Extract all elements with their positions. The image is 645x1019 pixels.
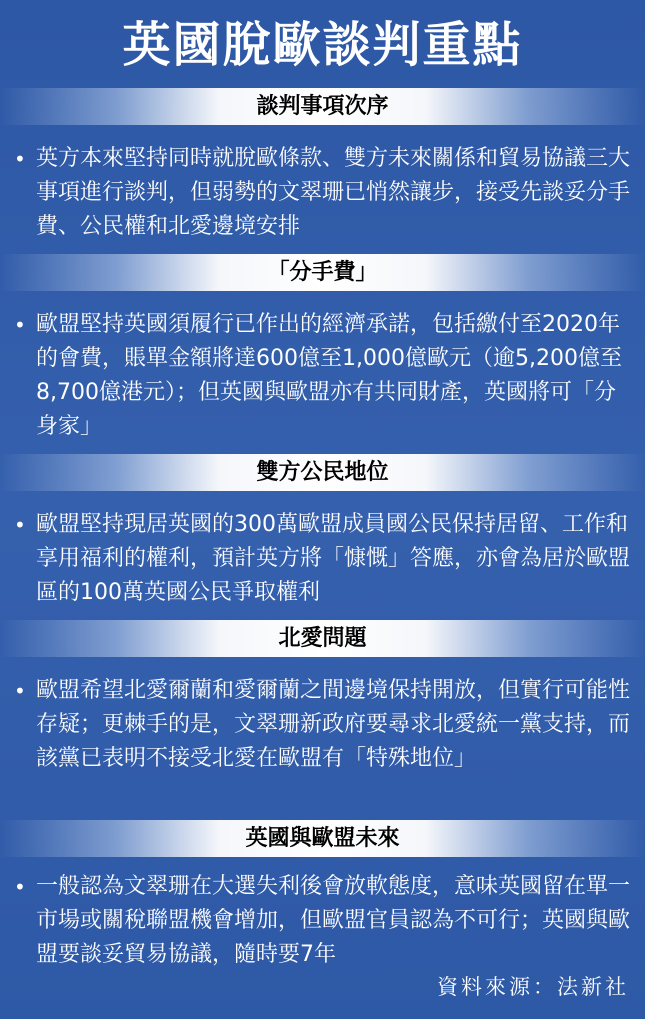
section-heading-citizens: 雙方公民地位 <box>0 454 645 491</box>
bullet-icon: • <box>14 313 26 337</box>
bullet-icon: • <box>14 147 26 171</box>
bullet-icon: • <box>14 513 26 537</box>
section-heading-order: 談判事項次序 <box>0 88 645 125</box>
section-heading-future: 英國與歐盟未來 <box>0 820 645 857</box>
section-text-northern-ireland: 歐盟希望北愛爾蘭和愛爾蘭之間邊境保持開放，但實行可能性存疑；更棘手的是，文翠珊新政府要尋求北愛統一黨支持，而該黨已表明不接受北愛在歐盟有「特殊地位」 <box>36 678 631 771</box>
section-text-divorce-bill: 歐盟堅持英國須履行已作出的經濟承諾，包括繳付至2020年的會費，賬單金額將達600億至1,000億歐元（逾5,200億至8,700億港元）；但英國與歐盟亦有共同財產，英國將可「分身家」 <box>36 312 622 439</box>
section-text-order: 英方本來堅持同時就脫歐條款、雙方未來關係和貿易協議三大事項進行談判，但弱勢的文翠珊已悄然讓步，接受先談妥分手費、公民權和北愛邊境安排 <box>36 146 631 239</box>
page-title: 英國脫歐談判重點 <box>122 17 523 73</box>
section-text-citizens: 歐盟堅持現居英國的300萬歐盟成員國公民保持居留、工作和享用福利的權利，預計英方將「慷慨」答應，亦會為居於歐盟區的100萬英國公民爭取權利 <box>36 512 631 605</box>
section-heading-northern-ireland: 北愛問題 <box>0 620 645 657</box>
section-heading-divorce-bill: 「分手費」 <box>0 254 645 291</box>
source-credit: 資料來源：法新社 <box>437 975 629 999</box>
section-text-future: 一般認為文翠珊在大選失利後會放軟態度，意味英國留在單一市場或關稅聯盟機會增加，但歐盟官員認為不可行；英國與歐盟要談妥貿易協議，隨時要7年 <box>36 874 631 967</box>
bullet-icon: • <box>14 875 26 899</box>
bullet-icon: • <box>14 679 26 703</box>
